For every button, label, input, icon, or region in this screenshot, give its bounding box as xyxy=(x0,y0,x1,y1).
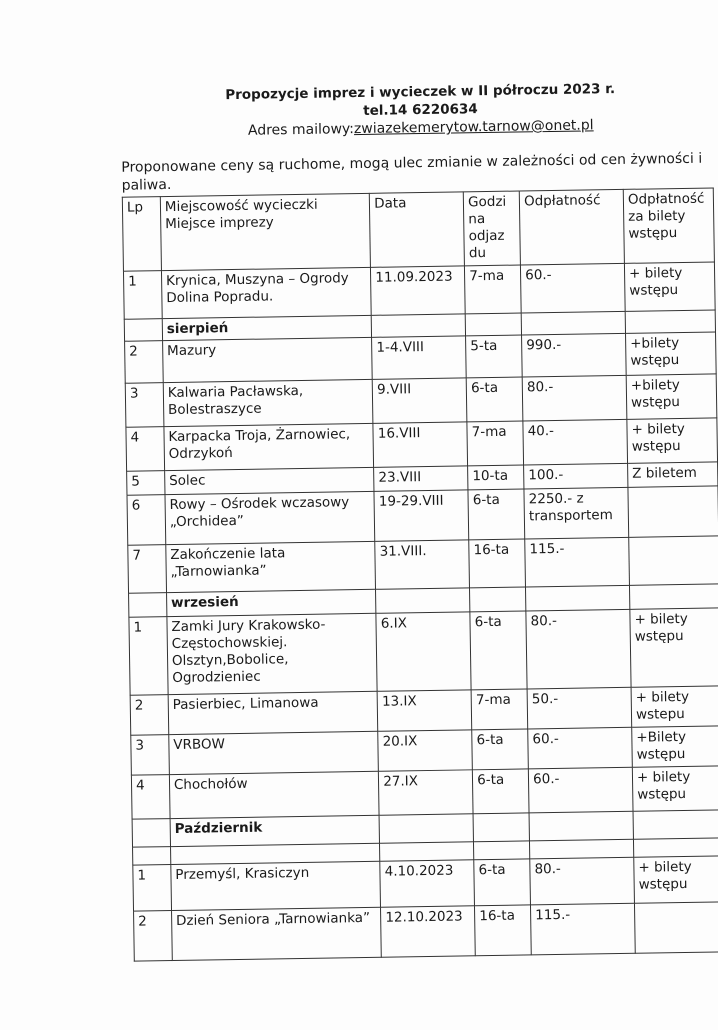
cell-date: 11.09.2023 xyxy=(371,266,466,315)
cell-lp: 3 xyxy=(125,383,164,428)
cell-lp: 1 xyxy=(123,271,162,320)
cell-tickets: + bilety wstępu xyxy=(627,418,718,463)
cell-tickets: + bilety wstepu xyxy=(631,686,718,727)
cell-date: 31.VIII. xyxy=(375,540,470,589)
cell-hour: 6-ta xyxy=(472,729,529,770)
document-title: Propozycje imprez i wycieczek w II półroczu 2023 r. xyxy=(225,80,616,104)
price-note: Proponowane ceny są ruchome, mogą ulec zmianie w zależności od cen żywności i paliwa. xyxy=(121,150,703,194)
cell-lp: 5 xyxy=(127,471,165,496)
header-date: Data xyxy=(370,192,465,267)
cell-fee: 115.- xyxy=(531,903,636,955)
cell-lp: 3 xyxy=(131,735,170,776)
cell-tickets: + bilety wstępu xyxy=(630,608,718,687)
cell-tickets xyxy=(629,536,718,585)
cell-fee: 60.- xyxy=(521,263,626,313)
cell-date: 27.IX xyxy=(379,770,474,815)
cell-tickets xyxy=(634,902,718,953)
cell-place: Przemyśl, Krasiczyn xyxy=(171,861,381,910)
cell-lp: 7 xyxy=(128,545,167,594)
cell-fee: 80.- xyxy=(530,857,635,905)
cell-lp: 1 xyxy=(133,865,172,912)
month-label: sierpień xyxy=(162,315,372,340)
header-fee: Odpłatność xyxy=(519,189,624,265)
cell-hour: 6-ta xyxy=(474,859,531,906)
cell-place: Rowy – Ośrodek wczasowy „Orchidea” xyxy=(165,491,375,544)
cell-fee: 60.- xyxy=(528,767,633,813)
cell-fee: 40.- xyxy=(523,419,628,465)
cell-date: 20.IX xyxy=(378,730,473,771)
cell-fee: 80.- xyxy=(522,375,627,421)
cell-lp: 2 xyxy=(125,341,164,384)
header-hour: Godzi na odjaz du xyxy=(463,191,520,266)
month-label: Październik xyxy=(170,815,380,846)
cell-fee: 50.- xyxy=(527,687,632,729)
header-lp: Lp xyxy=(122,197,161,272)
cell-hour: 7-ma xyxy=(465,265,522,314)
table-row xyxy=(134,902,718,961)
cell-tickets: +bilety wstępu xyxy=(626,332,717,375)
cell-date: 9.VIII xyxy=(372,378,467,423)
cell-date: 13.IX xyxy=(377,690,472,731)
cell-hour: 5-ta xyxy=(466,335,523,378)
header-place: Miejscowość wycieczki Miejsce imprezy xyxy=(160,193,370,270)
cell-fee: 115.- xyxy=(525,537,630,587)
cell-place: Krynica, Muszyna – Ogrody Dolina Popradu. xyxy=(161,267,371,318)
cell-place: Zamki Jury Krakowsko-Częstochowskiej. Olsztyn,Bobolice, Ogrodzieniec xyxy=(167,613,378,694)
table-header-row xyxy=(122,188,714,271)
cell-place: Chochołów xyxy=(169,771,379,818)
cell-date: 1-4.VIII xyxy=(372,336,467,379)
cell-tickets: +bilety wstępu xyxy=(626,374,717,419)
cell-tickets: +Bilety wstępu xyxy=(632,726,718,767)
cell-tickets: + bilety wstępu xyxy=(632,766,718,811)
cell-hour: 6-ta xyxy=(473,769,530,814)
cell-hour: 6-ta xyxy=(468,489,525,540)
cell-place: Kalwaria Pacławska, Bolestraszyce xyxy=(163,379,373,426)
phone-number: tel.14 6220634 xyxy=(363,101,478,119)
table-row xyxy=(129,608,718,695)
header-tickets: Odpłatność za bilety wstępu xyxy=(623,188,714,263)
cell-tickets xyxy=(628,486,718,537)
trips-table xyxy=(122,187,718,961)
cell-date: 19-29.VIII xyxy=(374,490,469,541)
email-link[interactable]: zwiazekemerytow.tarnow@onet.pl xyxy=(353,117,594,138)
cell-lp: 1 xyxy=(129,617,168,696)
cell-hour: 16-ta xyxy=(469,539,526,588)
cell-date: 6.IX xyxy=(376,612,471,691)
cell-lp: 2 xyxy=(134,911,173,962)
cell-date: 12.10.2023 xyxy=(381,906,476,957)
cell-fee: 100.- xyxy=(524,463,628,489)
cell-date: 4.10.2023 xyxy=(380,860,475,907)
cell-place: Solec xyxy=(165,467,375,494)
cell-fee: 80.- xyxy=(526,609,631,689)
cell-fee: 990.- xyxy=(522,333,627,377)
cell-lp: 4 xyxy=(126,427,165,472)
cell-place: Zakończenie lata „Tarnowianka” xyxy=(166,541,376,592)
cell-fee: 2250.- z transportem xyxy=(524,487,629,539)
cell-place: VRBOW xyxy=(169,731,379,774)
cell-date: 23.VIII xyxy=(374,466,468,491)
email-label: Adres mailowy: xyxy=(247,121,355,139)
cell-place: Pasierbiec, Limanowa xyxy=(168,691,378,734)
cell-lp: 4 xyxy=(131,775,170,820)
cell-hour: 6-ta xyxy=(466,377,523,422)
cell-place: Dzień Seniora „Tarnowianka” xyxy=(171,907,381,960)
cell-hour: 6-ta xyxy=(470,611,527,690)
cell-place: Karpacka Troja, Żarnowiec, Odrzykoń xyxy=(164,423,374,470)
cell-hour: 7-ma xyxy=(471,689,528,730)
cell-tickets: + bilety wstępu xyxy=(624,262,715,311)
cell-fee: 60.- xyxy=(528,727,633,769)
cell-lp: 2 xyxy=(130,695,169,736)
cell-hour: 16-ta xyxy=(475,905,532,956)
month-label: wrzesień xyxy=(166,589,376,616)
cell-date: 16.VIII xyxy=(373,422,468,467)
cell-lp: 6 xyxy=(127,495,166,546)
cell-place: Mazury xyxy=(162,337,372,382)
cell-hour: 10-ta xyxy=(468,465,524,490)
cell-tickets: Z biletem xyxy=(628,462,718,487)
cell-tickets: + bilety wstępu xyxy=(634,856,718,903)
cell-hour: 7-ma xyxy=(467,421,524,466)
